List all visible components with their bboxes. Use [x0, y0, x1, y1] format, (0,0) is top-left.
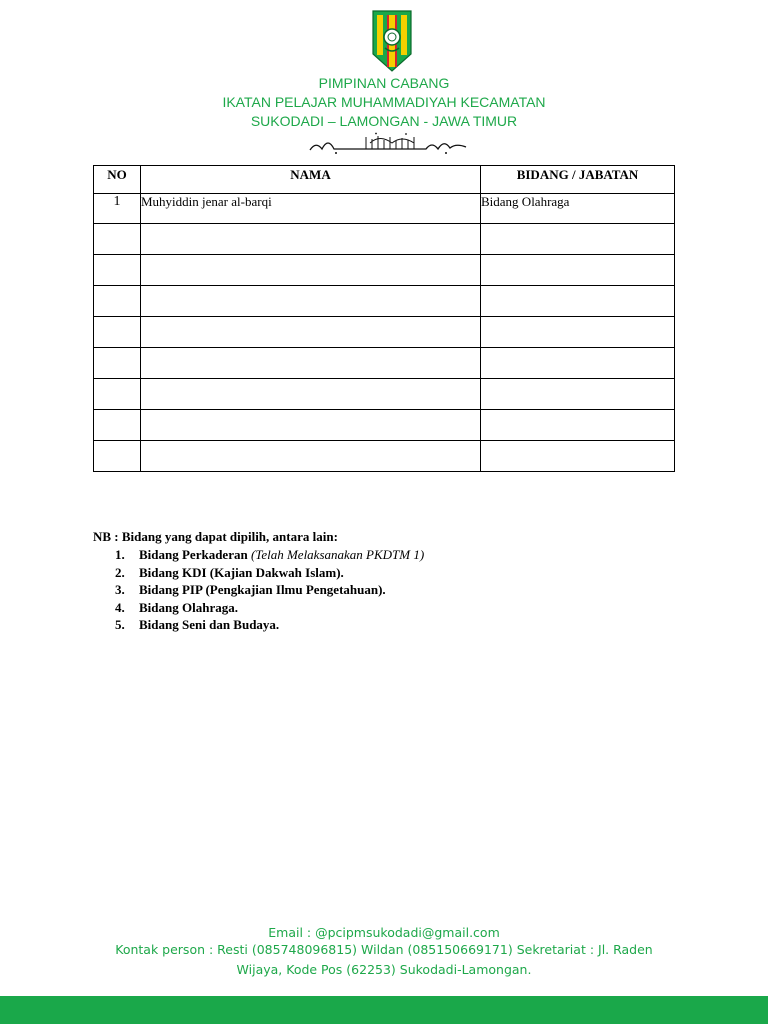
basmalah-calligraphy-icon — [306, 131, 470, 157]
cell-nama — [141, 348, 481, 379]
table-row — [94, 317, 675, 348]
cell-bidang — [481, 255, 675, 286]
footer-contact: Kontak person : Resti (085748096815) Wildan (085150669171) Sekretariat : Jl. Raden — [115, 942, 653, 957]
table-row — [94, 194, 675, 224]
org-title-line-2: IKATAN PELAJAR MUHAMMADIYAH KECAMATAN — [222, 94, 546, 110]
list-item-number: 2. — [115, 564, 125, 580]
cell-nama — [141, 379, 481, 410]
cell-bidang — [481, 348, 675, 379]
table-row — [94, 379, 675, 410]
cell-bidang: Bidang Olahraga — [481, 194, 675, 224]
list-item-label: Bidang Perkaderan — [139, 547, 248, 562]
cell-bidang — [481, 410, 675, 441]
cell-bidang — [481, 286, 675, 317]
list-item-number: 1. — [115, 547, 125, 562]
cell-no — [94, 410, 141, 441]
cell-nama — [141, 286, 481, 317]
table-row — [94, 410, 675, 441]
table-row — [94, 348, 675, 379]
footer-green-bar — [0, 996, 768, 1024]
column-header-bidang: BIDANG / JABATAN — [481, 166, 675, 194]
org-title-line-3: SUKODADI – LAMONGAN - JAWA TIMUR — [250, 113, 518, 129]
footer-address: Wijaya, Kode Pos (62253) Sukodadi-Lamongan. — [236, 962, 532, 977]
list-item-label: Bidang KDI (Kajian Dakwah Islam). — [139, 564, 344, 580]
cell-nama — [141, 317, 481, 348]
list-item — [93, 581, 424, 599]
cell-no — [94, 255, 141, 286]
table-row — [94, 255, 675, 286]
cell-bidang — [481, 224, 675, 255]
ipm-emblem-icon — [372, 10, 412, 72]
list-item-number: 4. — [115, 599, 125, 615]
list-item-label: Bidang Olahraga. — [139, 599, 238, 615]
cell-nama: Muhyiddin jenar al-barqi — [141, 194, 481, 224]
org-title-line-1: PIMPINAN CABANG — [318, 75, 450, 91]
list-item — [93, 599, 424, 617]
list-item — [93, 616, 424, 634]
cell-nama — [141, 410, 481, 441]
nb-heading: NB : Bidang yang dapat dipilih, antara lain: — [93, 529, 338, 544]
cell-no — [94, 317, 141, 348]
table-row — [94, 441, 675, 472]
list-item — [93, 546, 424, 564]
list-item-note: (Telah Melaksanakan PKDTM 1) — [250, 547, 425, 562]
cell-nama — [141, 255, 481, 286]
cell-bidang — [481, 379, 675, 410]
table-row — [94, 286, 675, 317]
column-header-nama: NAMA — [141, 166, 481, 194]
cell-nama — [141, 441, 481, 472]
column-header-no: NO — [94, 166, 141, 194]
list-item-number: 3. — [115, 582, 125, 597]
cell-bidang — [481, 441, 675, 472]
list-item-label: Bidang Seni dan Budaya. — [139, 617, 280, 632]
table-header-row — [94, 166, 675, 194]
member-table — [93, 165, 675, 472]
list-item — [93, 564, 424, 582]
table-row — [94, 224, 675, 255]
cell-no: 1 — [94, 194, 141, 224]
cell-no — [94, 379, 141, 410]
list-item-label: Bidang PIP (Pengkajian Ilmu Pengetahuan). — [139, 582, 386, 597]
cell-bidang — [481, 317, 675, 348]
cell-no — [94, 286, 141, 317]
cell-no — [94, 441, 141, 472]
footer-email: Email : @pcipmsukodadi@gmail.com — [268, 925, 500, 940]
cell-no — [94, 348, 141, 379]
list-item-number: 5. — [115, 617, 125, 632]
cell-no — [94, 224, 141, 255]
bidang-options-list — [93, 546, 424, 634]
cell-nama — [141, 224, 481, 255]
